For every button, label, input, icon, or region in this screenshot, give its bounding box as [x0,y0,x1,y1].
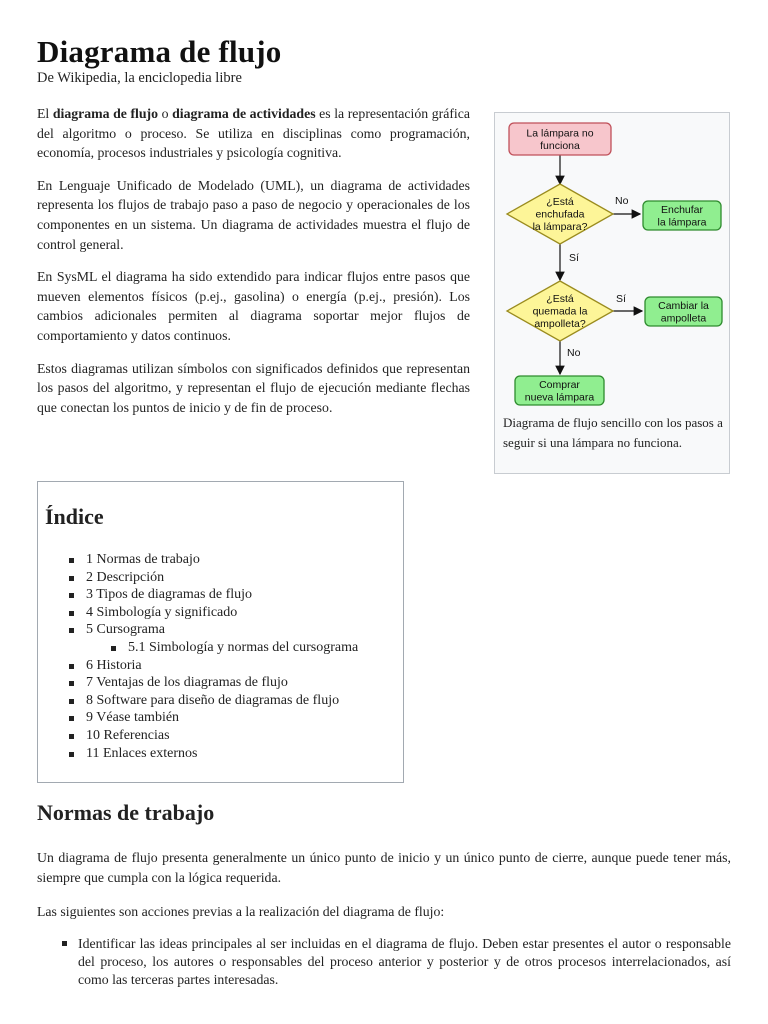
flowchart-action-enchufar-label-2: la lámpara [657,216,707,229]
flowchart-edge-label-no-1: No [615,195,629,207]
toc-item-simbologia[interactable]: 4 Simbología y significado [69,604,358,622]
list-item: Identificar las ideas principales al ser incluidas en el diagrama de flujo. Deben estar presentes el autor o responsable del proceso, los autores o responsables del proceso anterior y posterior y de otros procesos interrelacionados, así como las terceras partes interesadas. [62,935,731,989]
flowchart-figure [494,112,730,474]
flowchart-decision-quemada-label-2: quemada la [532,305,588,318]
intro-paragraph-4: Estos diagramas utilizan símbolos con significados definidos que representan los pasos del algoritmo, y representan el flujo de ejecución mediante flechas que conectan los puntos de inicio y de fin de proceso. [37,360,470,415]
flowchart-end-node-label-2: nueva lámpara [524,391,595,404]
toc-item-enlaces-externos[interactable]: 11 Enlaces externos [69,745,358,763]
flowchart-action-enchufar-label-1: Enchufar [660,203,704,216]
flowchart-edge-label-no-2: No [567,347,581,359]
flowchart-edge-label-si-1: Sí [569,252,579,264]
toc-item-software[interactable]: 8 Software para diseño de diagramas de flujo [69,692,358,710]
term-diagrama-de-actividades: diagrama de actividades [172,106,316,121]
toc-item-normas-de-trabajo[interactable]: 1 Normas de trabajo [69,551,358,569]
toc-list [69,551,358,762]
flowchart-start-node-label-2: funciona [540,139,580,152]
page-title: Diagrama de flujo [37,34,282,69]
toc-item-descripcion[interactable]: 2 Descripción [69,569,358,587]
table-of-contents [37,481,404,783]
term-diagrama-de-flujo: diagrama de flujo [52,106,159,121]
flowchart-diagram[interactable] [500,118,726,410]
flowchart-decision-enchufada-label-2: enchufada [535,208,585,221]
toc-title: Índice [45,504,104,529]
section-title-normas: Normas de trabajo [37,800,215,825]
section-paragraph-2: Las siguientes son acciones previas a la realización del diagrama de flujo: [37,904,445,919]
toc-item-historia[interactable]: 6 Historia [69,657,358,675]
flowchart-decision-quemada-label-1: ¿Está [546,293,574,305]
toc-item-tipos-de-diagramas[interactable]: 3 Tipos de diagramas de flujo [69,586,358,604]
flowchart-action-cambiar-label-2: ampolleta [660,312,707,325]
intro-section [37,104,470,430]
toc-item-ventajas[interactable]: 7 Ventajas de los diagramas de flujo [69,674,358,692]
toc-item-vease-tambien[interactable]: 9 Véase también [69,709,358,727]
flowchart-edges [560,155,642,374]
flowchart-end-node-label-1: Comprar [539,378,580,391]
flowchart-edge-label-si-2: Sí [616,293,626,305]
flowchart-nodes [507,123,722,405]
flowchart-decision-enchufada-label-1: ¿Está [546,196,574,208]
intro-paragraph-1: El diagrama de flujo o diagrama de actividades es la representación gráfica del algoritmo o proceso. Se utiliza en disciplinas como programación, economía, procesos industriales y psicología cognitiva. [37,106,470,161]
intro-paragraph-3: En SysML el diagrama ha sido extendido para indicar flujos entre pasos que mueven elementos físicos (p.ej., gasolina) o energía (p.ej., presión). Los cambios adicionales permiten al diagrama soportar mejor flujos de comportamiento y datos continuos. [37,269,470,343]
toc-item-cursograma[interactable]: 5 Cursograma [69,621,358,639]
intro-paragraph-2: En Lenguaje Unificado de Modelado (UML), un diagrama de actividades representa los flujos de trabajo paso a paso de negocio y operacionales de los componentes en un sistema. Un diagrama de actividades muestra el flujo de control general. [37,177,470,252]
page-subtitle: De Wikipedia, la enciclopedia libre [37,70,242,86]
section-paragraph-1: Un diagrama de flujo presenta generalmente un único punto de inicio y un único punto de cierre, aunque puede tener más, siempre que cumpla con la lógica requerida. [37,850,731,885]
figure-caption: Diagrama de flujo sencillo con los pasos a seguir si una lámpara no funciona. [503,415,723,450]
toc-item-simbologia-cursograma[interactable]: 5.1 Simbología y normas del cursograma [69,639,358,657]
toc-item-referencias[interactable]: 10 Referencias [69,727,358,745]
section-bullet-list [62,935,731,989]
flowchart-action-cambiar-label-1: Cambiar la [658,299,709,312]
flowchart-decision-quemada-label-3: ampolleta? [534,318,586,330]
flowchart-start-node-label-1: La lámpara no [526,127,594,140]
flowchart-decision-enchufada-label-3: la lámpara? [532,221,588,233]
